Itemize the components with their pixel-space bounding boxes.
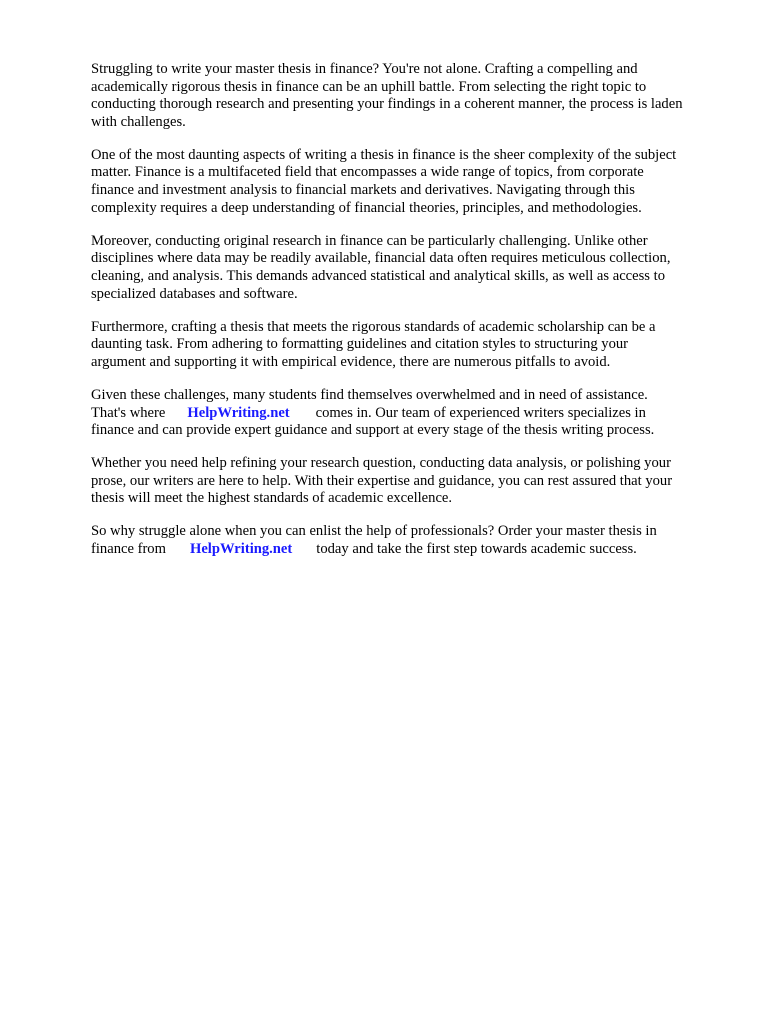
text-line: Given these challenges, many students find themselves overwhelmed and in need of assistance.: [91, 386, 648, 403]
text-line: cleaning, and analysis. This demands advanced statistical and analytical skills, as well as access to: [91, 267, 665, 284]
paragraph-standards: [91, 319, 731, 372]
text-line: matter. Finance is a multifaceted field that encompasses a wide range of topics, from corporate: [91, 164, 644, 181]
paragraph-help: [91, 455, 731, 508]
text-line: with challenges.: [91, 113, 186, 130]
text-line: [91, 405, 731, 423]
text-line: specialized databases and software.: [91, 285, 298, 302]
paragraph-closing: [91, 523, 731, 558]
text-line: So why struggle alone when you can enlist the help of professionals? Order your master thesis in: [91, 523, 657, 540]
text-line: Furthermore, crafting a thesis that meets the rigorous standards of academic scholarship can be a: [91, 318, 656, 335]
text-fragment: That's where: [91, 404, 166, 421]
text-line: complexity requires a deep understanding of financial theories, principles, and methodologies.: [91, 199, 642, 216]
text-line: finance and can provide expert guidance and support at every stage of the thesis writing process.: [91, 422, 655, 439]
text-line: academically rigorous thesis in finance can be an uphill battle. From selecting the right topic to: [91, 78, 647, 95]
text-line: prose, our writers are here to help. With their expertise and guidance, you can rest assured that your: [91, 472, 673, 489]
text-line: disciplines where data may be readily available, financial data often requires meticulous collection,: [91, 250, 671, 267]
text-line: Struggling to write your master thesis in finance? You're not alone. Crafting a compelling and: [91, 61, 638, 77]
document-body: [91, 61, 731, 574]
text-line: conducting thorough research and presenting your findings in a coherent manner, the process is laden: [91, 96, 683, 113]
paragraph-intro: [91, 61, 731, 131]
text-fragment: comes in. Our team of experienced writers specializes in: [315, 404, 646, 421]
helpwriting-link[interactable]: HelpWriting.net: [187, 404, 290, 421]
text-fragment: today and take the first step towards academic success.: [316, 541, 637, 558]
text-line: daunting task. From adhering to formatting guidelines and citation styles to structuring your: [91, 336, 629, 353]
text-line: One of the most daunting aspects of writing a thesis in finance is the sheer complexity of the subject: [91, 146, 677, 163]
text-line: argument and supporting it with empirical evidence, there are numerous pitfalls to avoid.: [91, 353, 611, 370]
paragraph-complexity: [91, 147, 731, 217]
text-line: finance and investment analysis to financial markets and derivatives. Navigating through this: [91, 182, 635, 199]
helpwriting-link[interactable]: HelpWriting.net: [189, 541, 293, 558]
paragraph-research: [91, 233, 731, 303]
text-line: [91, 541, 731, 559]
text-line: Moreover, conducting original research in finance can be particularly challenging. Unlike other: [91, 232, 648, 249]
text-fragment: finance from: [91, 541, 166, 558]
text-line: thesis will meet the highest standards of academic excellence.: [91, 490, 453, 507]
text-line: Whether you need help refining your research question, conducting data analysis, or polishing your: [91, 455, 671, 472]
paragraph-assistance: [91, 387, 731, 440]
